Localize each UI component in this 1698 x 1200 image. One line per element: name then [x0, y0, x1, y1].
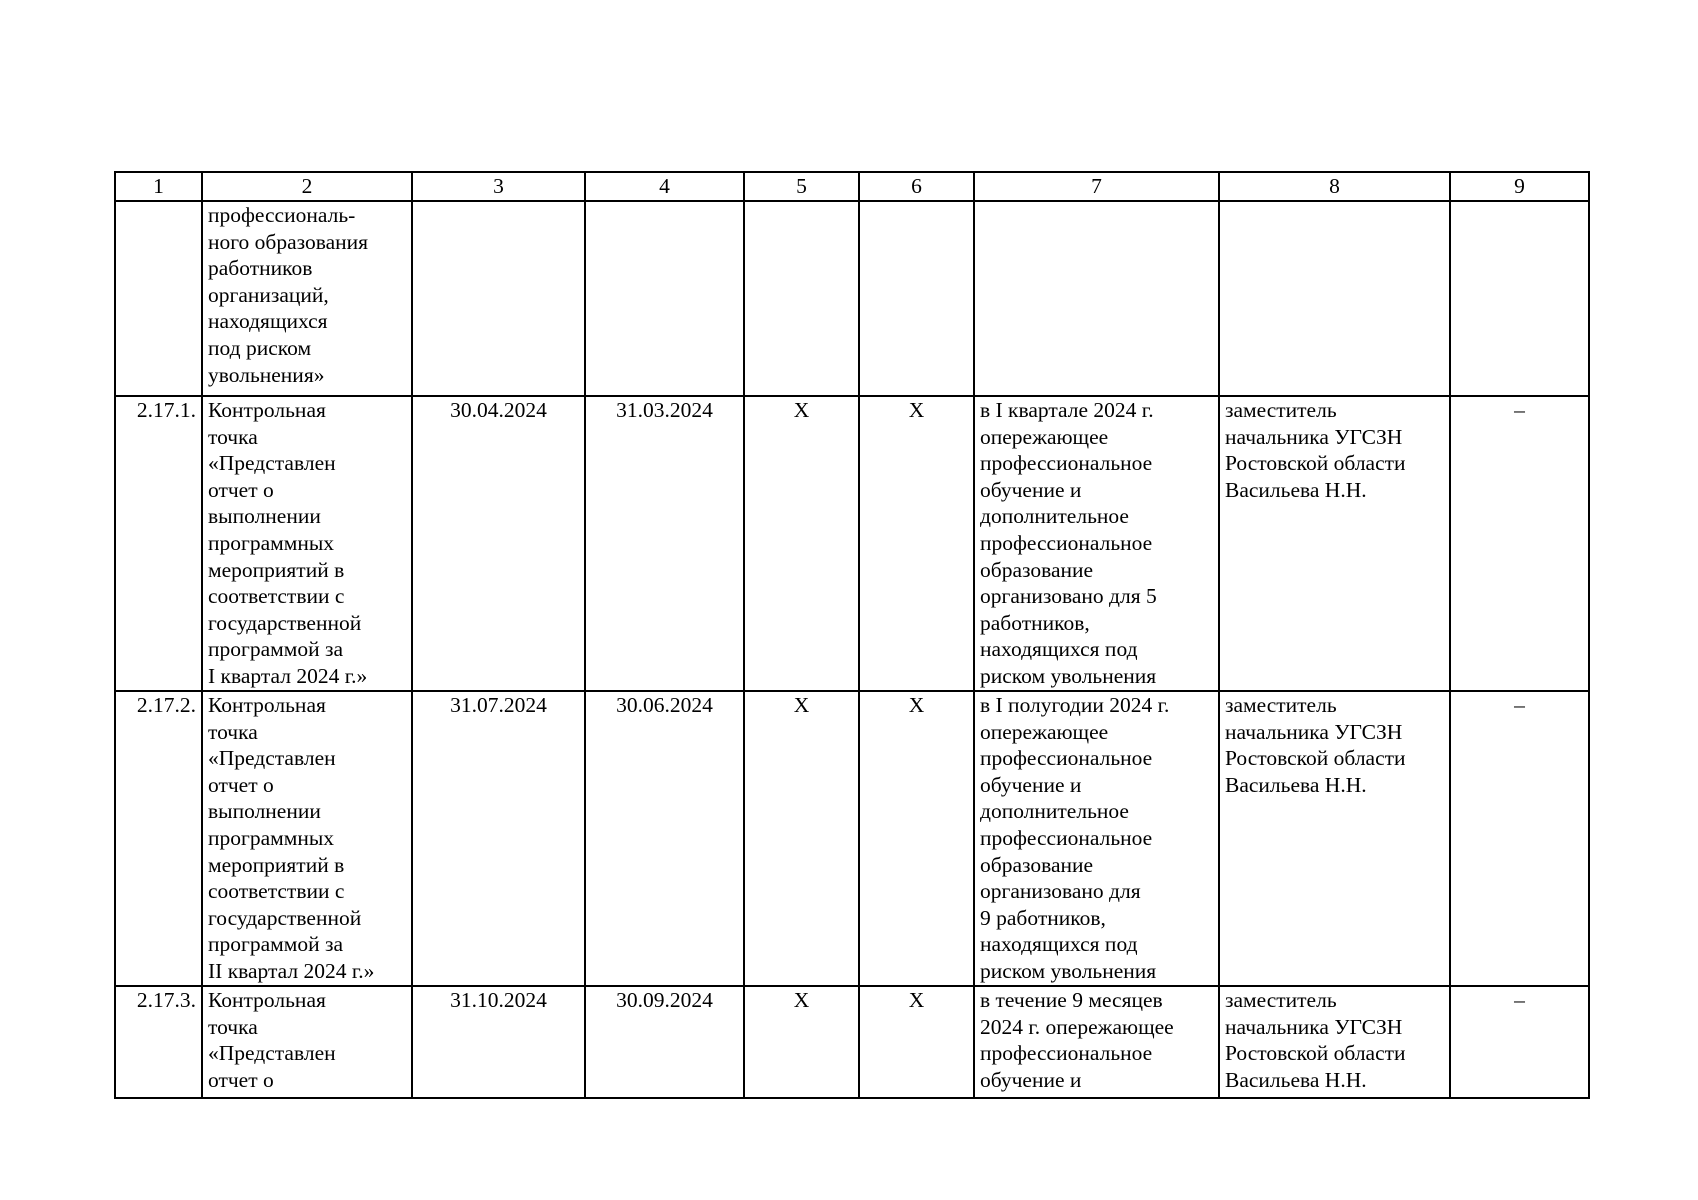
row-col9-cell — [1450, 201, 1589, 396]
row-number-cell: 2.17.2. — [115, 691, 202, 986]
row-number-cell: 2.17.1. — [115, 396, 202, 691]
table-row — [115, 201, 1589, 396]
header-cell-2: 2 — [202, 172, 412, 201]
report-table — [114, 171, 1590, 1099]
row-col9-cell: – — [1450, 986, 1589, 1098]
row-name-cell: профессиональ- ного образования работников организаций, находящихся под риском увольнения» — [202, 201, 412, 396]
row-plan-date-cell: 30.04.2024 — [412, 396, 585, 691]
row-number-cell: 2.17.3. — [115, 986, 202, 1098]
row-result-cell — [974, 201, 1219, 396]
header-cell-6: 6 — [859, 172, 974, 201]
row-result-cell: в I полугодии 2024 г. опережающее профессиональное обучение и дополнительное профессиональное образование организовано для 9 работников, находящихся под риском увольнения — [974, 691, 1219, 986]
row-col6-cell: Х — [859, 396, 974, 691]
header-cell-1: 1 — [115, 172, 202, 201]
header-cell-7: 7 — [974, 172, 1219, 201]
row-plan-date-cell: 31.10.2024 — [412, 986, 585, 1098]
row-fact-date-cell: 31.03.2024 — [585, 396, 744, 691]
row-result-cell: в течение 9 месяцев 2024 г. опережающее профессиональное обучение и — [974, 986, 1219, 1098]
row-name-cell: Контрольная точка «Представлен отчет о выполнении программных мероприятий в соответствии с государственной программой за I квартал 2024 г.» — [202, 396, 412, 691]
row-name-cell: Контрольная точка «Представлен отчет о — [202, 986, 412, 1098]
row-col5-cell: Х — [744, 986, 859, 1098]
table-header-row — [115, 172, 1589, 201]
header-cell-9: 9 — [1450, 172, 1589, 201]
header-cell-8: 8 — [1219, 172, 1450, 201]
table-row — [115, 396, 1589, 691]
row-name-cell: Контрольная точка «Представлен отчет о выполнении программных мероприятий в соответствии с государственной программой за II квартал 2024 г.» — [202, 691, 412, 986]
row-plan-date-cell: 31.07.2024 — [412, 691, 585, 986]
header-cell-3: 3 — [412, 172, 585, 201]
row-fact-date-cell: 30.06.2024 — [585, 691, 744, 986]
row-col5-cell — [744, 201, 859, 396]
row-responsible-cell — [1219, 201, 1450, 396]
row-col9-cell: – — [1450, 691, 1589, 986]
row-result-cell: в I квартале 2024 г. опережающее профессиональное обучение и дополнительное профессиональное образование организовано для 5 работников, находящихся под риском увольнения — [974, 396, 1219, 691]
header-cell-5: 5 — [744, 172, 859, 201]
row-col6-cell: Х — [859, 691, 974, 986]
row-fact-date-cell — [585, 201, 744, 396]
row-responsible-cell: заместитель начальника УГСЗН Ростовской области Васильева Н.Н. — [1219, 396, 1450, 691]
row-plan-date-cell — [412, 201, 585, 396]
table-row — [115, 691, 1589, 986]
row-col6-cell — [859, 201, 974, 396]
row-col5-cell: Х — [744, 691, 859, 986]
row-fact-date-cell: 30.09.2024 — [585, 986, 744, 1098]
table-row — [115, 986, 1589, 1098]
header-cell-4: 4 — [585, 172, 744, 201]
row-col6-cell: Х — [859, 986, 974, 1098]
row-col9-cell: – — [1450, 396, 1589, 691]
row-responsible-cell: заместитель начальника УГСЗН Ростовской области Васильева Н.Н. — [1219, 691, 1450, 986]
row-number-cell — [115, 201, 202, 396]
row-col5-cell: Х — [744, 396, 859, 691]
row-responsible-cell: заместитель начальника УГСЗН Ростовской области Васильева Н.Н. — [1219, 986, 1450, 1098]
